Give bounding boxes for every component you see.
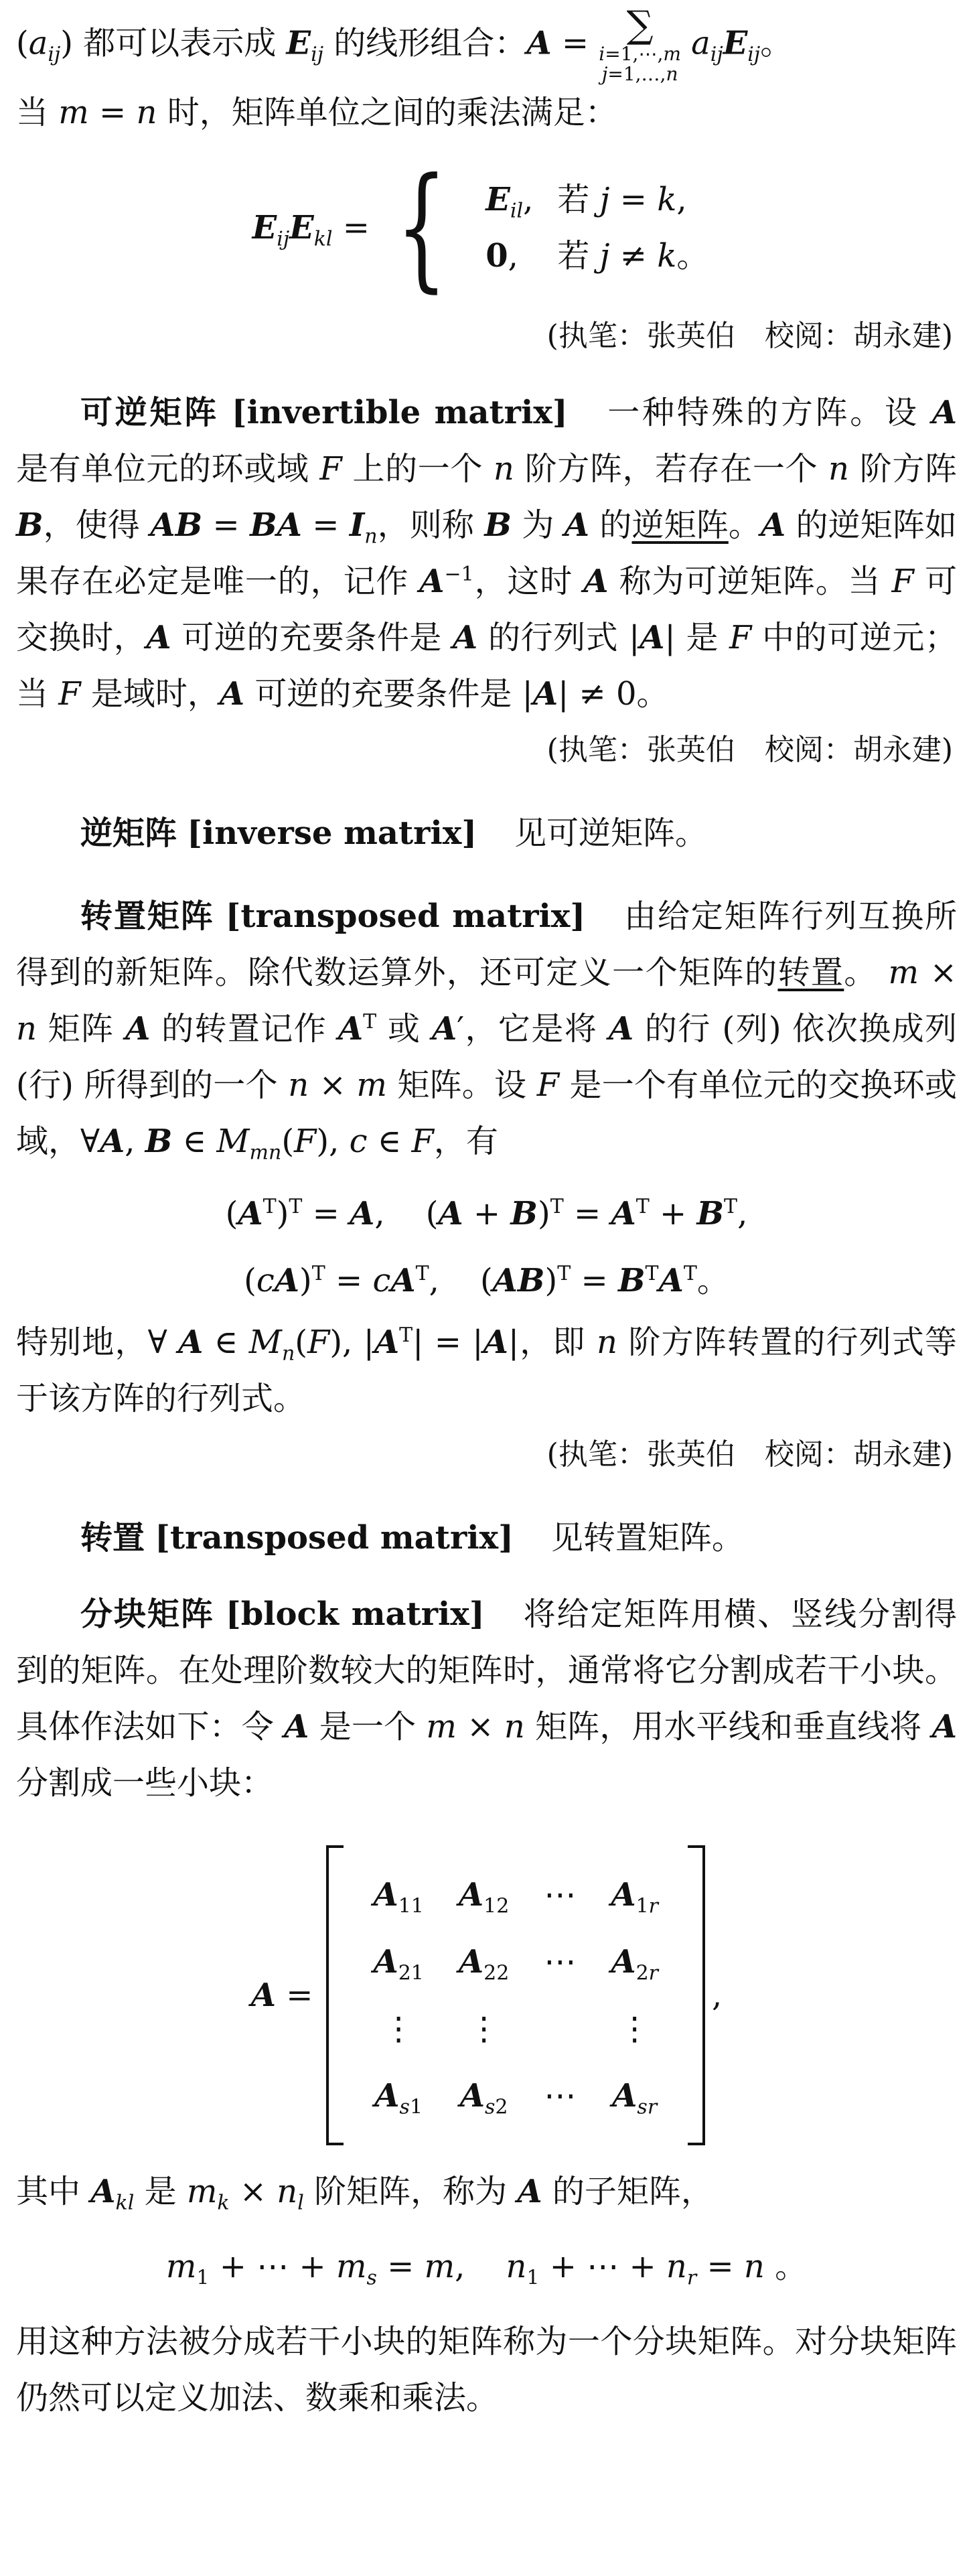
entry-transpose [0,1510,973,1566]
block-matrix-definition: 用这种方法被分成若干小块的矩阵称为一个分块矩阵。对分块矩阵仍然可以定义加法、数乘和乘法。 [16,2323,957,2417]
equation-block-sizes: $m_1$ + ⋯ + $m_s = m$, $n_1$ + ⋯ + $n_r = n$ 。 [165,2248,808,2290]
entry-heading-en: [transposed matrix] [155,1519,514,1557]
cross-reference: 见转置矩阵。 [550,1519,744,1557]
entry-block-matrix: 分块矩阵 [block matrix] 将给定矩阵用横、竖线分割得到的矩阵。在处理阶数较大的矩阵时，通常将它分割成若干小块。具体作法如下：令 A 是一个 m × n 矩阵，用水平线和垂直线将 A 分割成一些小块： [16,1595,957,1802]
intro-line-1: $(a_{ij})$ 都可以表示成 $E_{ij}$ 的线形组合：A = ∑ i=1,⋯,m j=1,…,n $a_{ij}E_{ij}$。 [16,3,793,85]
entry-heading-zh: 可逆矩阵 [80,394,219,431]
term-inverse-matrix: 逆矩阵 [631,506,729,544]
entry-inverse-matrix [0,805,973,861]
signature-2: (执笔：张英伯 校阅：胡永建) [546,733,953,767]
submatrix-note: 其中 $A_{kl}$ 是 $m_k \times n_l$ 阶矩阵，称为 A 的子矩阵， [16,2173,713,2215]
entry-invertible-matrix: 可逆矩阵 [invertible matrix] 一种特殊的方阵。设 A 是有单位元的环或域 F 上的一个 n 阶方阵，若存在一个 n 阶方阵 B，使得 AB = BA = $I_n$，则称 B 为 A 的逆矩阵。A 的逆矩阵如果存在必定是唯一的，记作 $A^{-1}$，这时 A 称为可逆矩阵。当 F 可交换时，A 可逆的充要条件是 A 的行列式 |A| 是 F 中的可逆元；当 F 是域时，A 可逆的充要条件是 |A| ≠ 0。 [16,394,957,713]
entry-heading-zh: 转置矩阵 [80,898,214,935]
signature-3: (执笔：张英伯 校阅：胡永建) [546,1437,953,1472]
term-transpose: 转置 [777,954,844,991]
equation-block-matrix: A = $A_{11}$ $A_{12}$ ⋯ $A_{1r}$ $A_{21}$ $A_{22}$ ⋯ $A_{2r}$ ⋮ ⋮ ⋮ $A_{s1}$ $A_{s2}$ ⋯ $A_{sr}$ , [0,1838,973,2153]
equation-transpose-rules: $(A^T)^T = A$, $(A + B)^T = A^T + B^T$, $(cA)^T = cA^T$, $(AB)^T = B^TA^T$。 [225,1195,748,1299]
transpose-determinant-note: 特别地，∀ A ∈ $M_n(F)$, $|A^T| = |A|$，即 n 阶方阵转置的行列式等于该方阵的行列式。 [16,1323,957,1417]
entry-heading-en: [invertible matrix] [231,394,568,431]
intro-line-2: 当 m = n 时，矩阵单位之间的乘法满足： [16,94,617,131]
signature-1: (执笔：张英伯 校阅：胡永建) [546,319,953,353]
equation-unit-product: $E_{ij}E_{kl}$ = { $E_{il}$, 若 j = k, 0, 若 j ≠ k。 [252,149,709,305]
entry-heading-zh: 逆矩阵 [80,814,177,852]
entry-heading-en: [block matrix] [226,1595,485,1633]
entry-heading-zh: 转置 [80,1519,145,1557]
entry-transposed-matrix: 转置矩阵 [transposed matrix] 由给定矩阵行列互换所得到的新矩阵。除代数运算外，还可定义一个矩阵的转置。 m × n 矩阵 A 的转置记作 $A^T$ 或 A′，它是将 A 的行 (列) 依次换成列 (行) 所得到的一个 n × m 矩阵。设 F 是一个有单位元的交换环或域，∀A, B ∈ $M_{mn}(F)$, c ∈ F，有 [16,898,957,1165]
entry-heading-zh: 分块矩阵 [80,1595,214,1633]
sum-symbol: ∑ i=1,⋯,m j=1,…,n [599,3,681,85]
entry-heading-en: [inverse matrix] [187,814,477,852]
cross-reference: 见可逆矩阵。 [514,814,708,852]
entry-heading-en: [transposed matrix] [225,898,586,935]
